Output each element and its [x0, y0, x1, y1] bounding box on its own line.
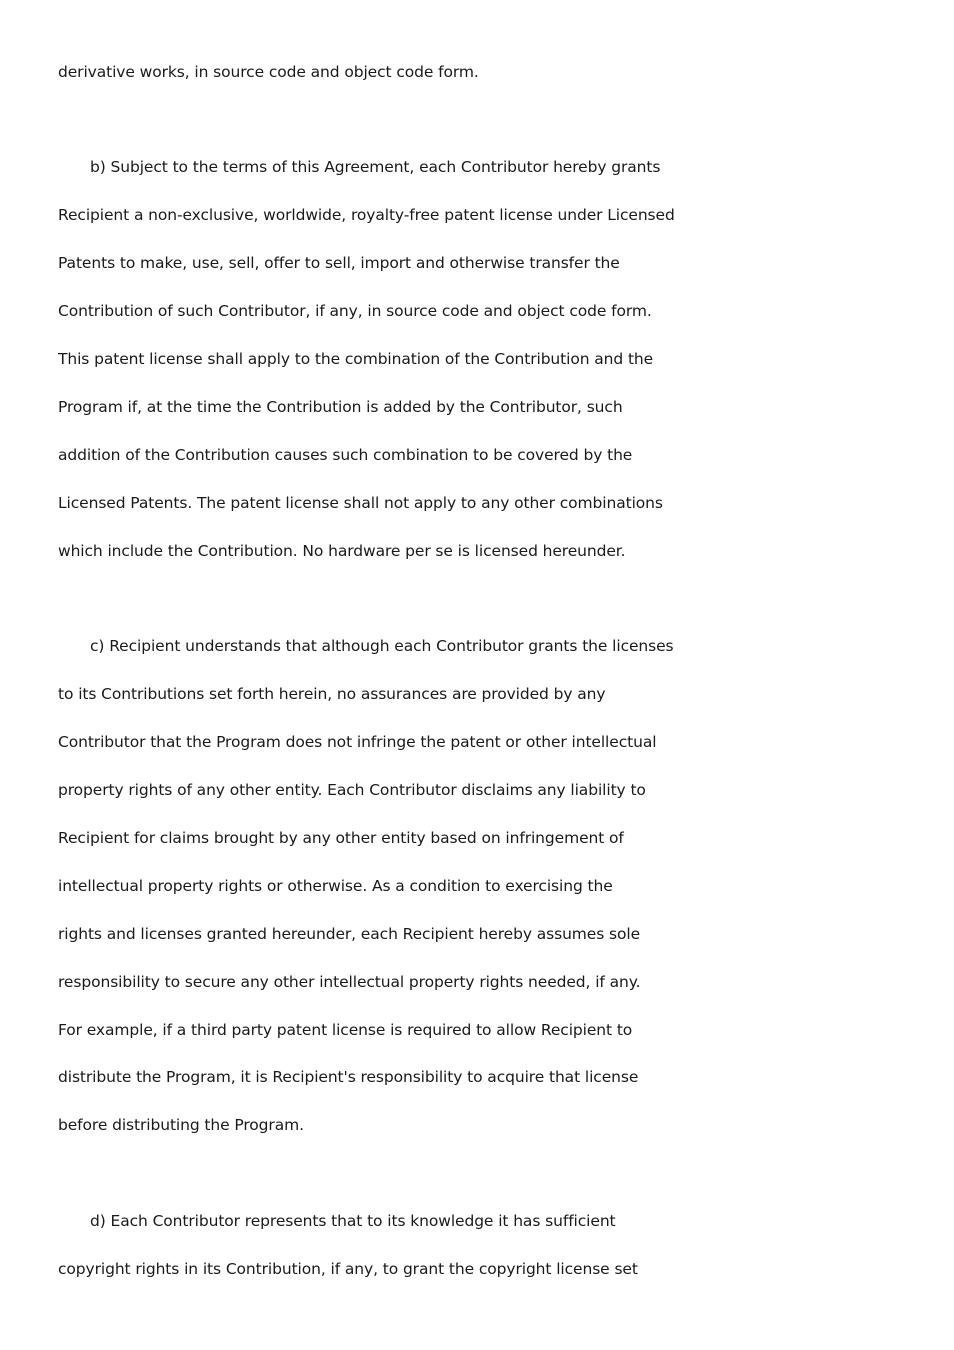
text-line: Program if, at the time the Contribution is added by the Contributor, such: [58, 398, 623, 416]
text-line: This patent license shall apply to the combination of the Contribution and the: [58, 350, 654, 368]
text-line: derivative works, in source code and object code form.: [58, 63, 479, 81]
text-line: property rights of any other entity. Each Contributor disclaims any liability to: [58, 781, 646, 799]
text-line: to its Contributions set forth herein, no assurances are provided by any: [58, 685, 606, 703]
paragraph-b-first-line: b) Subject to the terms of this Agreement, each Contributor hereby grants: [90, 158, 661, 176]
text-line: intellectual property rights or otherwise. As a condition to exercising the: [58, 877, 613, 895]
paragraph-c-first-line: c) Recipient understands that although each Contributor grants the licenses: [90, 637, 674, 655]
text-line: responsibility to secure any other intellectual property rights needed, if any.: [58, 973, 641, 991]
text-line: Recipient for claims brought by any other entity based on infringement of: [58, 829, 624, 847]
text-line: Licensed Patents. The patent license shall not apply to any other combinations: [58, 494, 663, 512]
text-line: addition of the Contribution causes such combination to be covered by the: [58, 446, 633, 464]
paragraph-d-first-line: d) Each Contributor represents that to its knowledge it has sufficient: [90, 1212, 616, 1230]
text-line: Contributor that the Program does not infringe the patent or other intellectual: [58, 733, 657, 751]
text-line: before distributing the Program.: [58, 1116, 304, 1134]
text-line: Patents to make, use, sell, offer to sell, import and otherwise transfer the: [58, 254, 620, 272]
text-line: Contribution of such Contributor, if any, in source code and object code form.: [58, 302, 652, 320]
text-line: distribute the Program, it is Recipient's responsibility to acquire that license: [58, 1068, 639, 1086]
text-line: Recipient a non-exclusive, worldwide, royalty-free patent license under Licensed: [58, 206, 675, 224]
text-line: copyright rights in its Contribution, if any, to grant the copyright license set: [58, 1260, 638, 1278]
text-line: For example, if a third party patent license is required to allow Recipient to: [58, 1021, 633, 1039]
text-line: rights and licenses granted hereunder, each Recipient hereby assumes sole: [58, 925, 641, 943]
text-line: which include the Contribution. No hardware per se is licensed hereunder.: [58, 542, 626, 560]
